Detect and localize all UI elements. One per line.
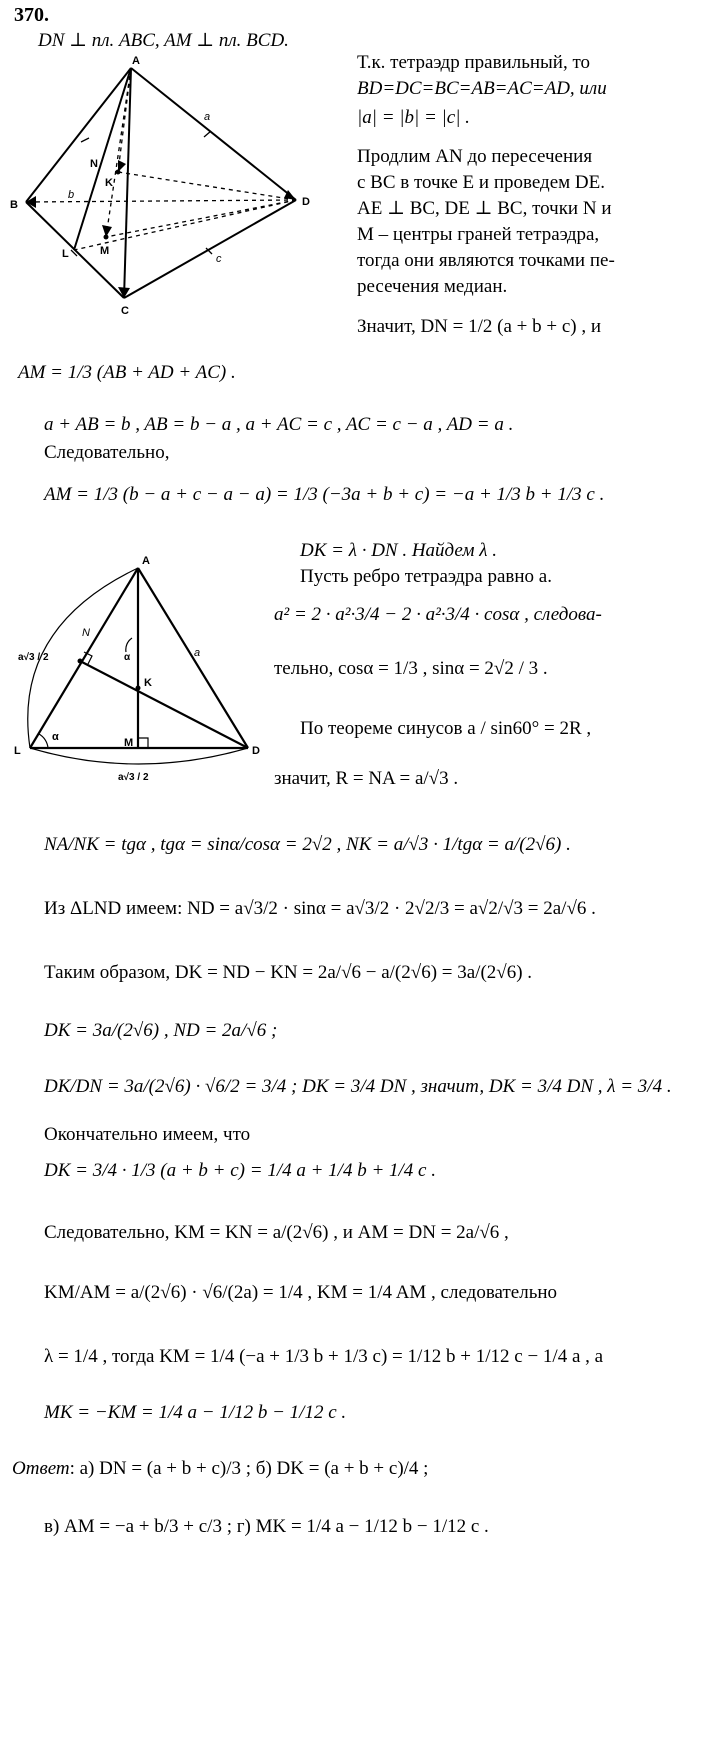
- label-m: M: [100, 245, 110, 257]
- calc-line-8: Следовательно, KM = KN = a/(2√6) , и AM = DN = 2a/√6 ,: [44, 1222, 509, 1243]
- intro-line-8: тогда они являются точками пе-: [357, 250, 615, 271]
- calc-line-7: DK = 3/4 · 1/3 (a + b + c) = 1/4 a + 1/4 b + 1/4 c .: [44, 1160, 436, 1181]
- intro-line-5: с BC в точке E и проведем DE.: [357, 172, 605, 193]
- vector-line-4: AM = 1/3 (b − a + c − a − a) = 1/3 (−3a + b + c) = −a + 1/3 b + 1/3 c .: [44, 484, 605, 505]
- calc-line-6: Окончательно имеем, что: [44, 1124, 251, 1145]
- label-d: D: [302, 196, 310, 208]
- intro-line-2: BD=DC=BC=AB=AC=AD, или: [357, 78, 607, 99]
- problem-number: 370.: [14, 4, 49, 26]
- answer-part-1: : а) DN = (a + b + c)/3 ; б) DK = (a + b + c)/4 ;: [69, 1458, 429, 1479]
- fig2-label-a: A: [142, 555, 150, 567]
- vector-line-1: AM = 1/3 (AB + AD + AC) .: [18, 362, 236, 383]
- answer-line-1: [12, 1458, 428, 1480]
- fig2-len-bottom: a√3 / 2: [118, 772, 149, 783]
- fig2-label-k: K: [144, 677, 152, 689]
- fig2-label-n: N: [82, 627, 90, 639]
- fig2-label-d: D: [252, 745, 260, 757]
- calc-line-3: Таким образом, DK = ND − KN = 2a/√6 − a/(2√6) = 3a/(2√6) .: [44, 962, 533, 983]
- intro-line-4: Продлим AN до пересечения: [357, 146, 593, 167]
- lambda-line-3: a² = 2 · a²·3/4 − 2 · a²·3/4 · cosα , следова-: [274, 604, 602, 625]
- tetrahedron-figure: [6, 52, 326, 314]
- calc-line-4: DK = 3a/(2√6) , ND = 2a/√6 ;: [44, 1020, 278, 1041]
- label-c: C: [121, 305, 129, 314]
- triangle-figure: [8, 548, 270, 794]
- label-vec-c: c: [216, 253, 222, 265]
- calc-line-9: KM/AM = a/(2√6) · √6/(2a) = 1/4 , KM = 1/4 AM , следовательно: [44, 1282, 558, 1303]
- fig2-label-l: L: [14, 745, 21, 757]
- intro-line-10: Значит, DN = 1/2 (a + b + c) , и: [357, 316, 602, 337]
- fig2-len-left: a√3 / 2: [18, 652, 49, 663]
- calc-line-1: NA/NK = tgα , tgα = sinα/cosα = 2√2 , NK = a/√3 · 1/tgα = a/(2√6) .: [44, 834, 571, 855]
- label-vec-a: a: [204, 111, 211, 123]
- calc-line-5: DK/DN = 3a/(2√6) · √6/2 = 3/4 ; DK = 3/4 DN , значит, DK = 3/4 DN , λ = 3/4 .: [44, 1076, 672, 1097]
- vector-line-3: Следовательно,: [44, 442, 170, 463]
- intro-line-9: ресечения медиан.: [357, 276, 508, 297]
- label-b: B: [10, 199, 18, 211]
- calc-line-2: Из ΔLND имеем: ND = a√3/2 · sinα = a√3/2 · 2√2/3 = a√2/√3 = 2a/√6 .: [44, 898, 596, 919]
- label-n: N: [90, 158, 98, 170]
- lambda-line-6: значит, R = NA = a/√3 .: [274, 768, 459, 789]
- lambda-line-4: тельно, cosα = 1/3 , sinα = 2√2 / 3 .: [274, 658, 548, 679]
- fig2-alpha-2: α: [124, 652, 131, 663]
- answer-label: Ответ: [12, 1458, 70, 1479]
- calc-line-10: λ = 1/4 , тогда KM = 1/4 (−a + 1/3 b + 1/3 c) = 1/12 b + 1/12 c − 1/4 a , а: [44, 1346, 604, 1367]
- fig2-alpha-1: α: [52, 731, 59, 743]
- intro-line-3: |a| = |b| = |c| .: [357, 107, 470, 128]
- given-statement: DN ⊥ пл. ABC, AM ⊥ пл. BCD.: [38, 30, 289, 51]
- fig2-label-m: M: [124, 737, 134, 749]
- label-vec-b: b: [68, 189, 75, 201]
- fig2-side-a: a: [194, 647, 201, 659]
- lambda-line-2: Пусть ребро тетраэдра равно a.: [300, 566, 552, 587]
- intro-line-1: Т.к. тетраэдр правильный, то: [357, 52, 591, 73]
- label-a: A: [132, 55, 140, 67]
- lambda-line-1: DK = λ · DN . Найдем λ .: [300, 540, 497, 561]
- intro-line-7: M – центры граней тетраэдра,: [357, 224, 600, 245]
- intro-line-6: AE ⊥ BC, DE ⊥ BC, точки N и: [357, 198, 612, 219]
- calc-line-11: MK = −KM = 1/4 a − 1/12 b − 1/12 c .: [44, 1402, 347, 1423]
- answer-line-2: в) AM = −a + b/3 + c/3 ; г) MK = 1/4 a − 1/12 b − 1/12 c .: [44, 1516, 489, 1537]
- label-l: L: [62, 248, 69, 260]
- label-k: K: [105, 177, 113, 189]
- lambda-line-5: По теореме синусов a / sin60° = 2R ,: [300, 718, 592, 739]
- vector-line-2: a + AB = b , AB = b − a , a + AC = c , AC = c − a , AD = a .: [44, 414, 514, 435]
